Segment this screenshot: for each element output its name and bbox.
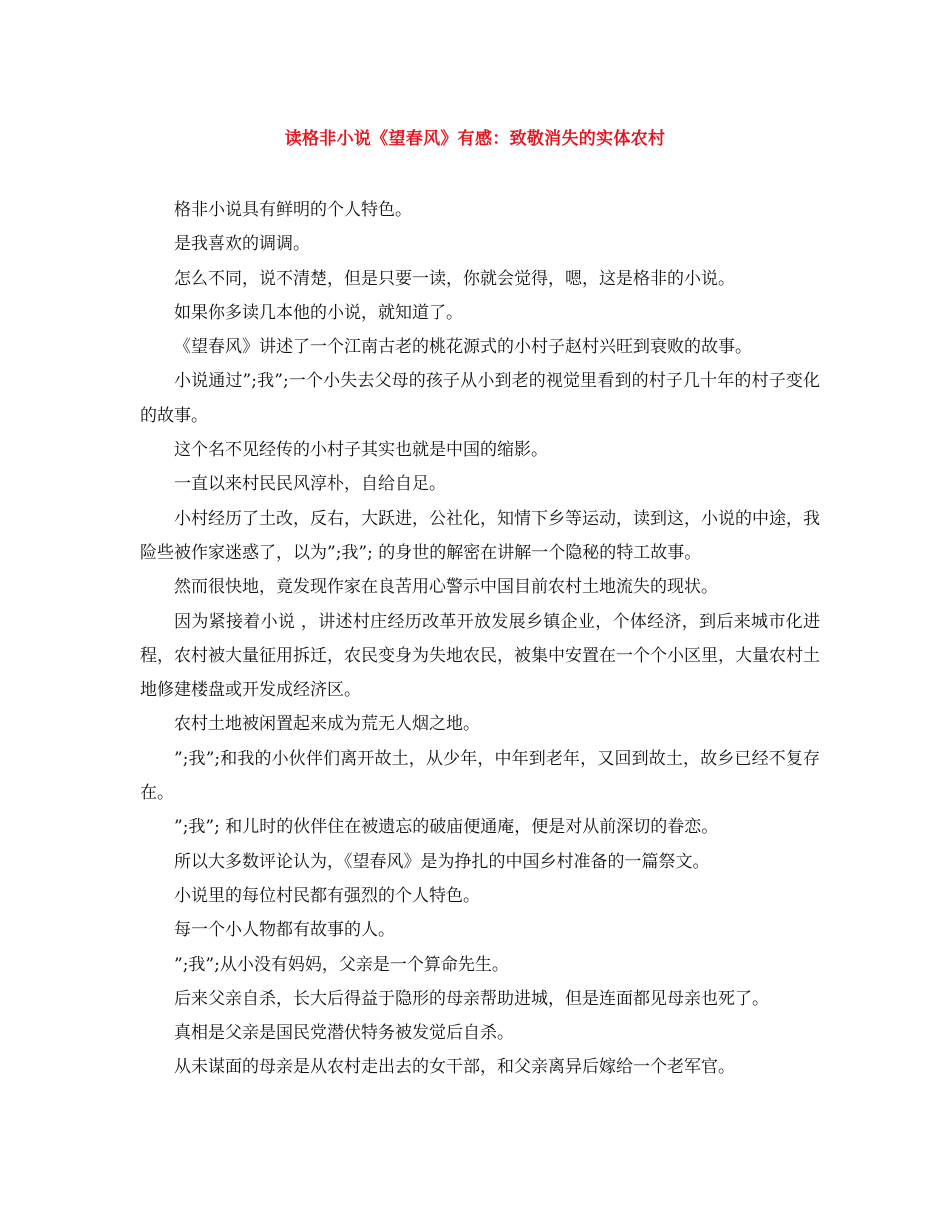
paragraph: 后来父亲自杀，长大后得益于隐形的母亲帮助进城，但是连面都见母亲也死了。 bbox=[174, 988, 769, 1009]
paragraph: ”;我”; 和儿时的伙伴住在被遗忘的破庙便通庵，便是对从前深切的眷恋。 bbox=[174, 817, 719, 838]
paragraph: 小说里的每位村民都有强烈的个人特色。 bbox=[174, 885, 480, 906]
paragraph: 从未谋面的母亲是从农村走出去的女干部，和父亲离异后嫁给一个老军官。 bbox=[174, 1057, 735, 1078]
paragraph: 真相是父亲是国民党潜伏特务被发觉后自杀。 bbox=[174, 1023, 514, 1044]
paragraph: 是我喜欢的调调。 bbox=[174, 234, 310, 255]
paragraph: 小说通过”;我”;一个小失去父母的孩子从小到老的视觉里看到的村子几十年的村子变化的故事。 bbox=[140, 371, 820, 426]
paragraph: 格非小说具有鲜明的个人特色。 bbox=[174, 200, 412, 220]
paragraph: 所以大多数评论认为，《望春风》是为挣扎的中国乡村准备的一篇祭文。 bbox=[174, 851, 710, 872]
paragraph: 这个名不见经传的小村子其实也就是中国的缩影。 bbox=[174, 440, 548, 461]
document-title: 读格非小说《望春风》有感：致敬消失的实体农村 bbox=[284, 129, 666, 149]
paragraph: 《望春风》讲述了一个江南古老的桃花源式的小村子赵村兴旺到衰败的故事。 bbox=[174, 337, 752, 358]
paragraph: 怎么不同，说不清楚，但是只要一读，你就会觉得，嗯，这是格非的小说。 bbox=[174, 268, 735, 289]
paragraph: 一直以来村民民风淳朴，自给自足。 bbox=[174, 474, 446, 495]
paragraph: 每一个小人物都有故事的人。 bbox=[174, 920, 395, 941]
paragraph: ”;我”;和我的小伙伴们离开故土，从少年，中年到老年，又回到故土，故乡已经不复存在。 bbox=[140, 748, 820, 804]
paragraph: 农村土地被闲置起来成为荒无人烟之地。 bbox=[174, 714, 480, 735]
paragraph: ”;我”;从小没有妈妈，父亲是一个算命先生。 bbox=[174, 954, 509, 975]
document-body bbox=[140, 193, 820, 1085]
paragraph: 如果你多读几本他的小说，就知道了。 bbox=[174, 302, 463, 323]
paragraph: 因为紧接着小说 ，讲述村庄经历改革开放发展乡镇企业，个体经济，到后来城市化进程，农村被大量征用拆迁，农民变身为失地农民，被集中安置在一个个小区里，大量农村土地修建楼盘或开发成经济区。 bbox=[140, 611, 820, 701]
paragraph: 然而很快地，竟发现作家在良苦用心警示中国目前农村土地流失的现状。 bbox=[174, 577, 718, 598]
paragraph: 小村经历了土改，反右，大跃进，公社化，知情下乡等运动，读到这，小说的中途，我险些被作家迷惑了，以为”;我”; 的身世的解密在讲解一个隐秘的特工故事。 bbox=[140, 508, 820, 563]
